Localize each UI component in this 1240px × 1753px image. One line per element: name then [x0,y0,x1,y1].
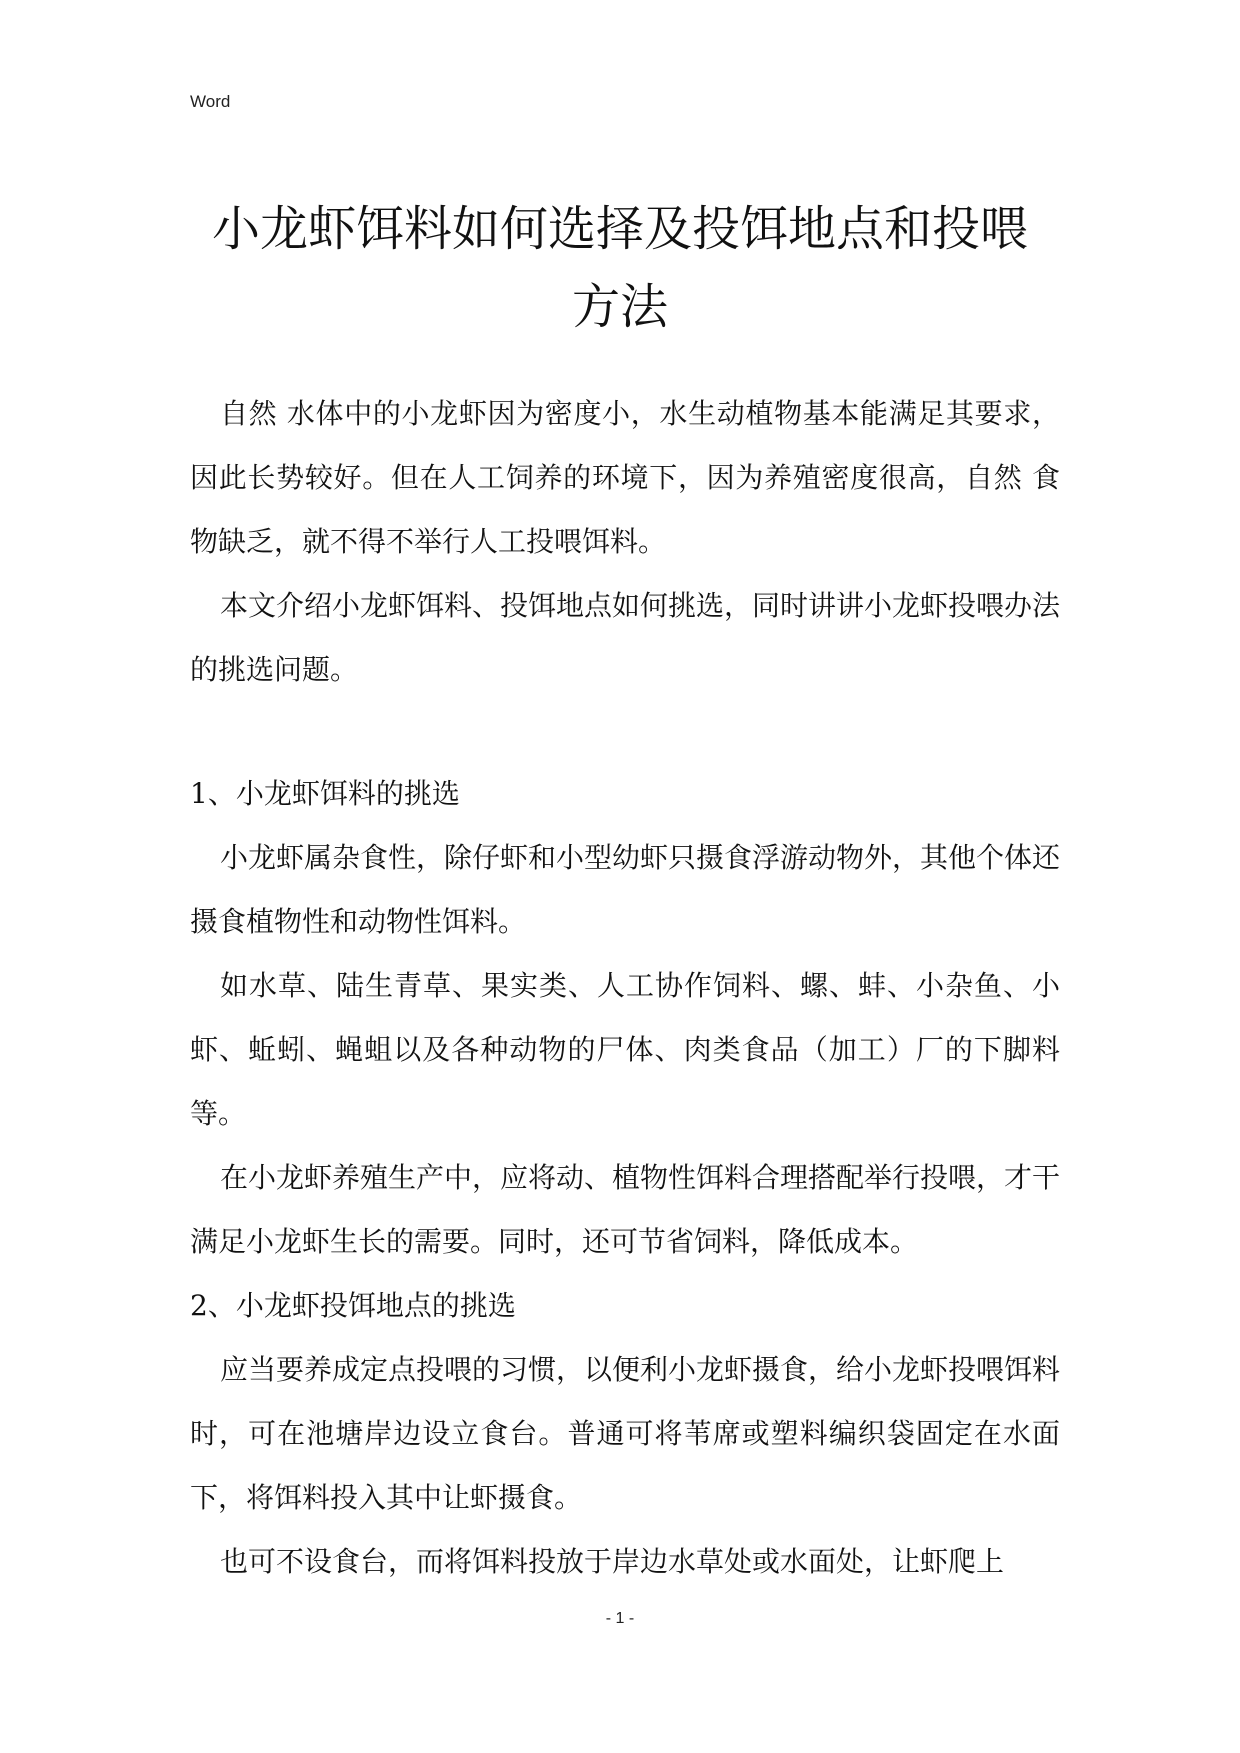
section-1-paragraph-3: 在小龙虾养殖生产中，应将动、植物性饵料合理搭配举行投喂，才干满足小龙虾生长的需要。同时，还可节省饲料，降低成本。 [190,1161,1061,1258]
document-header-label: Word [190,92,231,111]
section-2-paragraph-1: 应当要养成定点投喂的习惯，以便利小龙虾摄食，给小龙虾投喂饵料时，可在池塘岸边设立食台。普通可将苇席或塑料编织袋固定在水面下，将饵料投入其中让虾摄食。 [190,1353,1061,1514]
section-1-paragraph-2: 如水草、陆生青草、果实类、人工协作饲料、螺、蚌、小杂鱼、小虾、蚯蚓、蝇蛆以及各种动物的尸体、肉类食品（加工）厂的下脚料等。 [190,969,1060,1130]
intro-paragraph-2: 本文介绍小龙虾饵料、投饵地点如何挑选，同时讲讲小龙虾投喂办法的挑选问题。 [190,589,1061,686]
paragraph-gap [190,702,1060,762]
section-1-paragraph-1: 小龙虾属杂食性，除仔虾和小型幼虾只摄食浮游动物外，其他个体还摄食植物性和动物性饵料。 [190,841,1061,938]
document-body [190,382,1060,1594]
section-2-heading: 2、小龙虾投饵地点的挑选 [190,1289,516,1322]
section-1-heading: 1、小龙虾饵料的挑选 [190,777,460,810]
section-2-paragraph-2: 也可不设食台，而将饵料投放于岸边水草处或水面处，让虾爬上 [220,1545,1005,1578]
page-number: - 1 - [605,1610,635,1627]
intro-paragraph-1: 自然 水体中的小龙虾因为密度小，水生动植物基本能满足其要求，因此长势较好。但在人工饲养的环境下，因为养殖密度很高，自然 食物缺乏，就不得不举行人工投喂饵料。 [190,397,1060,558]
document-title: 小龙虾饵料如何选择及投饵地点和投喂方法 [211,201,1028,335]
